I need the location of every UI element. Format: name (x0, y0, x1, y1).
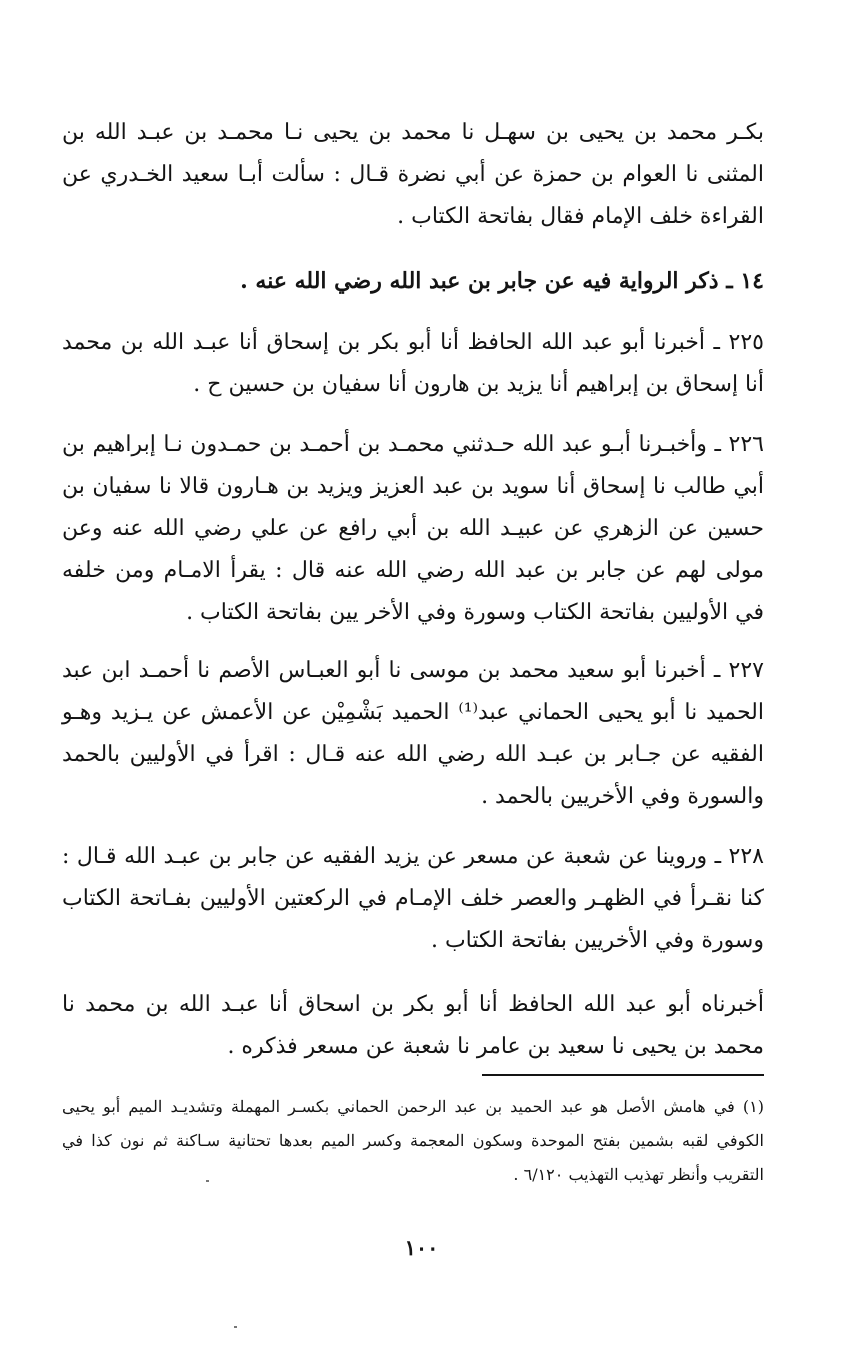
section-heading-14: ١٤ ـ ذكر الرواية فيه عن جابر بن عبد الله رضي الله عنه . (240, 268, 764, 294)
footnote-divider (482, 1074, 764, 1076)
footnote-1: (١) في هامش الأصل هو عبد الحميد بن عبد الرحمن الحماني بكسـر المهملة وتشديـد الميم أبو يحيى الكوفي لقبه بشمين بفتح الموحدة وسكون المعجمة وكسر الميم بعدها تحتانية سـاكنة ثم نون كذا في التقريب وأنظر تهذيب التهذيب ٦/١٢٠ . (62, 1097, 764, 1184)
scan-speck (234, 1326, 237, 1328)
paragraph-intro: بكـر محمد بن يحيى بن سهـل نا محمد بن يحيى نـا محمـد بن عبـد الله بن المثنى نا العوام بن حمزة عن أبي نضرة قـال : سألت أبـا سعيد الخـدري عن القراءة خلف الإمام فقال بفاتحة الكتاب . (62, 120, 764, 229)
paragraph-226: ٢٢٦ ـ وأخبـرنا أبـو عبد الله حـدثني محمـد بن أحمـد بن حمـدون نـا إبراهيم بن أبي طالب نا إسحاق أنا سويد بن عبد العزيز ويزيد بن هـارون قالا نا سفيان بن حسين عن الزهري عن عبيـد الله بن أبي رافع عن علي رضي الله عنه وعن مولى لهم عن جابر بن عبد الله رضي الله عنه قال : يقرأ الامـام ومن خلفه في الأوليين بفاتحة الكتاب وسورة وفي الأخر يين بفاتحة الكتاب . (62, 432, 765, 625)
scan-speck (206, 1180, 209, 1182)
paragraph-225: ٢٢٥ ـ أخبرنا أبو عبد الله الحافظ أنا أبو بكر بن إسحاق أنا عبـد الله بن محمد أنا إسحاق بن إبراهيم أنا يزيد بن هارون أنا سفيان بن حسين ح . (62, 330, 764, 397)
paragraph-227: ٢٢٧ ـ أخبرنا أبو سعيد محمد بن موسى نا أبو العبـاس الأصم نا أحمـد ابن عبد الحميد نا أبو يحيى الحماني عبد⁽¹⁾ الحميد بَشْمِيْن عن الأعمش عن يـزيد وهـو الفقيه عن جـابر بن عبـد الله رضي الله عنه قـال : اقرأ في الأوليين بالحمد والسورة وفي الأخريين بالحمد . (62, 658, 764, 809)
page-number: ١٠٠ (404, 1235, 439, 1260)
paragraph-228: ٢٢٨ ـ وروينا عن شعبة عن مسعر عن يزيد الفقيه عن جابر بن عبـد الله قـال : كنا نقـرأ في الظهـر والعصر خلف الإمـام في الركعتين الأوليين بفـاتحة الكتاب وسورة وفي الأخريين بفاتحة الكتاب . (62, 844, 764, 953)
paragraph-final: أخبرناه أبو عبد الله الحافظ أنا أبو بكر بن اسحاق أنا عبـد الله بن محمد نا محمد بن يحيى نا سعيد بن عامر نا شعبة عن مسعر فذكره . (62, 992, 764, 1059)
